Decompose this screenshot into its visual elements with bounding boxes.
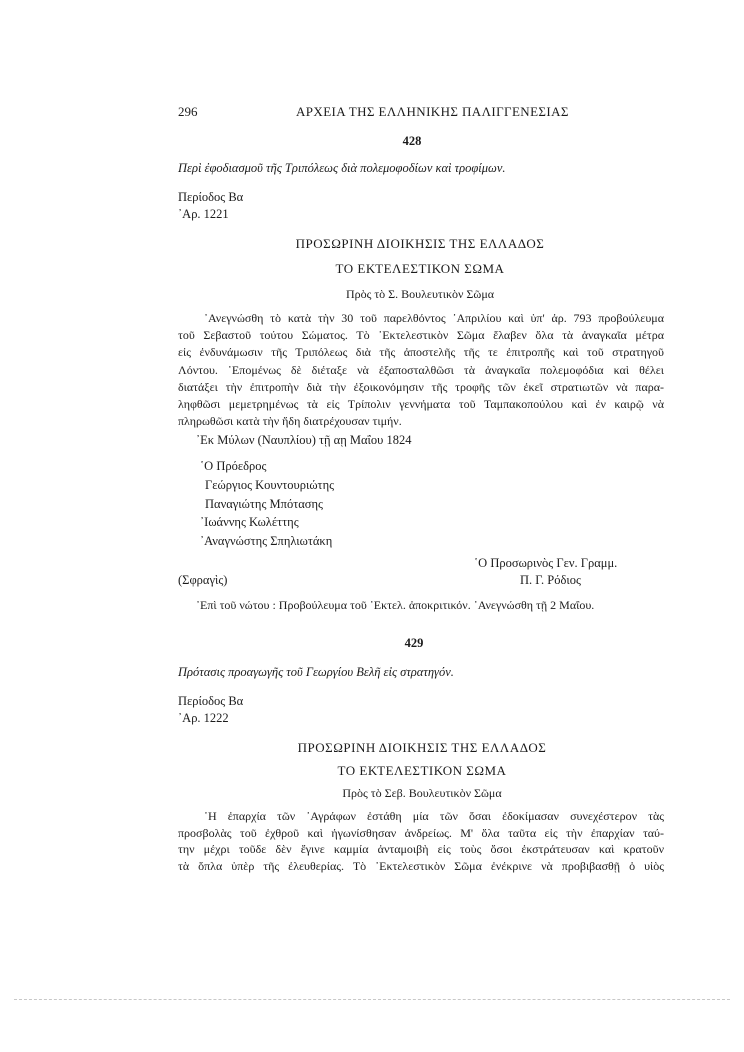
document-body [178, 310, 664, 430]
signatory: Παναγιώτης Μπότασης [205, 497, 323, 511]
body-line: εἰς ἐνδυνάμωσιν τῆς Τριπόλεως διὰ τῆς ἀποστελῆς τῆς τε ἐπιτροπῆς καὶ τοῦ στρατηγοῦ [178, 345, 664, 360]
running-title: ΑΡΧΕΙΑ ΤΗΣ ΕΛΛΗΝΙΚΗΣ ΠΑΛΙΓΓΕΝΕΣΙΑΣ [296, 104, 569, 119]
body-line: προσβολὰς τοῦ ἐχθροῦ καὶ ἠγωνίσθησαν ἀνδρείως. Μ' ὅλα ταῦτα εἰς τὴν ἐπαρχίαν ταύ- [178, 825, 664, 840]
signatory-president-title: ῾Ο Πρόεδρος [200, 459, 267, 473]
scan-edge-divider [14, 999, 730, 1000]
back-note: ᾿Επὶ τοῦ νώτου : Προβούλευμα τοῦ ᾿Εκτελ. ἀποκριτικόν. ᾿Ανεγνώσθη τῇ 2 Μαΐου. [196, 598, 595, 612]
body-line: ᾿Ανεγνώσθη τὸ κατὰ τὴν 30 τοῦ παρελθόντος ᾿Απριλίου καὶ ὑπ' ἀρ. 793 προβούλευμα [204, 311, 664, 325]
page-number: 296 [178, 104, 198, 119]
body-line: τὰ ὅπλα ὑπὲρ τῆς ἐλευθερίας. Τὸ ᾿Εκτελεστικὸν Σῶμα ἐνέκρινε νὰ προβιβασθῇ ὁ υἱὸς [178, 859, 664, 874]
secretary-name: Π. Γ. Ρόδιος [520, 573, 581, 587]
body-line: την μέχρι τοῦδε δὲν ἔγινε καμμία ἀνταμοιβὴ εἰς τοὺς ὅσοι ἐκστράτευσαν καὶ κρατοῦν [178, 842, 664, 857]
period: Περίοδος Βα [178, 190, 244, 204]
addressee: Πρὸς τὸ Σεβ. Βουλευτικὸν Σῶμα [342, 786, 502, 800]
body-line: ῾Η ἐπαρχία τῶν ᾿Αγράφων ἐστάθη μία τῶν ὅσαι ἐδοκίμασαν συνεχέστερον τὰς [204, 809, 664, 823]
seal-note: (Σφραγὶς) [178, 573, 228, 587]
document-number: 429 [404, 636, 424, 650]
secretary-title: ῾Ο Προσωρινὸς Γεν. Γραμμ. [474, 556, 618, 570]
period: Περίοδος Βα [178, 694, 244, 708]
body-line: διατάξει τὴν ἐπιτροπὴν διὰ τὴν ἐξοικονόμησιν τῆς τροφῆς τῶν ἐκεῖ στρατιωτῶν νὰ παρα- [178, 379, 664, 394]
archive-ref: ᾿Αρ. 1221 [178, 207, 229, 221]
body-line: Λόντου. ῾Επομένως δὲ διέταξε νὰ ἐξαποσταλθῶσι τὰ ἀναγκαῖα πολεμοφόδια καὶ θέλει [178, 362, 664, 377]
document-subject: Πρότασις προαγωγῆς τοῦ Γεωργίου Βελῆ εἰς στρατηγόν. [178, 665, 454, 679]
heading-executive-body: ΤΟ ΕΚΤΕΛΕΣΤΙΚΟΝ ΣΩΜΑ [337, 763, 507, 778]
document-subject: Περὶ ἐφοδιασμοῦ τῆς Τριπόλεως διὰ πολεμοφοδίων καὶ τροφίμων. [178, 161, 506, 175]
heading-government: ΠΡΟΣΩΡΙΝΗ ΔΙΟΙΚΗΣΙΣ ΤΗΣ ΕΛΛΑΔΟΣ [295, 236, 545, 251]
signatory: ᾿Ιωάννης Κωλέττης [200, 515, 299, 529]
heading-executive-body: ΤΟ ΕΚΤΕΛΕΣΤΙΚΟΝ ΣΩΜΑ [335, 261, 505, 276]
body-line: τοῦ Σεβαστοῦ τούτου Σώματος. Τὸ ᾿Εκτελεστικὸν Σῶμα ἔλαβεν ὅλα τὰ ἀναγκαῖα μέτρα [178, 328, 664, 343]
signatory: ᾿Αναγνώστης Σπηλιωτάκη [200, 534, 333, 548]
body-line: πληρωθῶσι κατὰ τὴν ἤδη διατρέχουσαν τιμήν. [178, 414, 402, 429]
document-number: 428 [402, 134, 422, 148]
body-line: ληφθῶσι μεμετρημένως τὰ εἰς Τρίπολιν γεννήματα τοῦ Ταμπακοπούλου καὶ ἐν καιρῷ νὰ [178, 397, 664, 412]
document-body [178, 808, 664, 875]
place-date: ᾿Εκ Μύλων (Ναυπλίου) τῇ αῃ Μαΐου 1824 [196, 433, 412, 447]
heading-government: ΠΡΟΣΩΡΙΝΗ ΔΙΟΙΚΗΣΙΣ ΤΗΣ ΕΛΛΑΔΟΣ [297, 740, 547, 755]
signatory: Γεώργιος Κουντουριώτης [205, 478, 335, 492]
addressee: Πρὸς τὸ Σ. Βουλευτικὸν Σῶμα [345, 287, 495, 301]
archive-ref: ᾿Αρ. 1222 [178, 711, 229, 725]
